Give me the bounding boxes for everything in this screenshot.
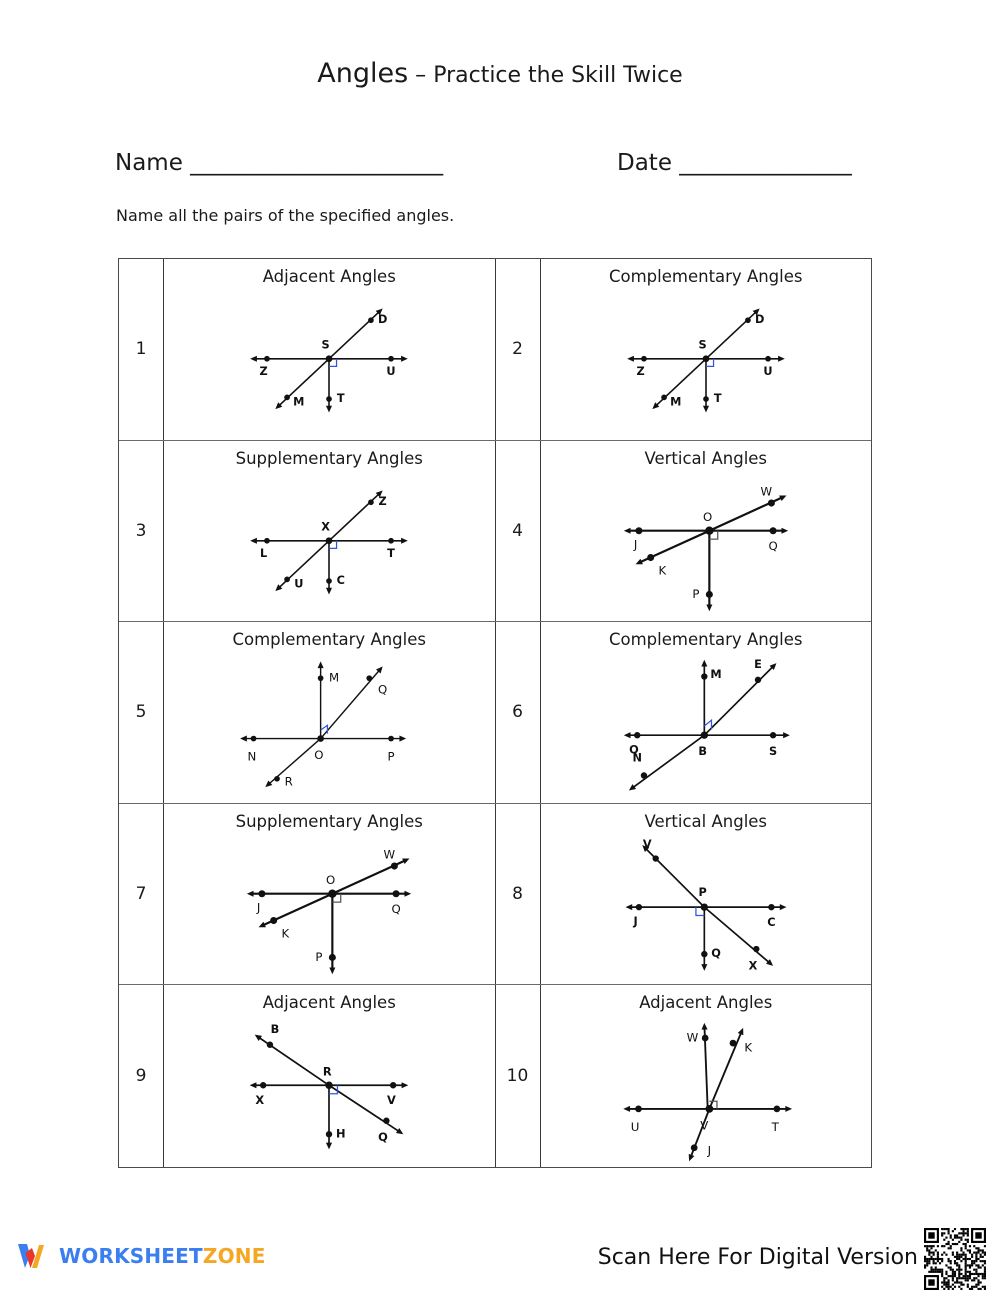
problem-number: 3 bbox=[119, 441, 164, 622]
problem-title: Supplementary Angles bbox=[235, 448, 423, 468]
problem-cell-2 bbox=[541, 259, 872, 440]
svg-text:N: N bbox=[632, 751, 642, 765]
svg-text:Q: Q bbox=[378, 1130, 389, 1145]
svg-text:Q: Q bbox=[378, 682, 388, 697]
problem-title: Adjacent Angles bbox=[262, 993, 396, 1013]
svg-text:U: U bbox=[630, 1120, 640, 1135]
svg-text:B: B bbox=[698, 745, 707, 759]
svg-text:W: W bbox=[686, 1030, 699, 1045]
svg-text:J: J bbox=[707, 1143, 711, 1158]
svg-text:X: X bbox=[321, 519, 331, 533]
problem-title: Complementary Angles bbox=[232, 630, 426, 650]
page-title-sub: Practice the Skill Twice bbox=[433, 63, 683, 88]
svg-text:U: U bbox=[763, 365, 773, 379]
instructions-text: Name all the pairs of the specified angles. bbox=[116, 206, 455, 225]
svg-text:R: R bbox=[323, 1064, 332, 1079]
problem-number: 4 bbox=[496, 441, 541, 622]
angle-diagram-1 bbox=[164, 285, 495, 438]
svg-text:Z: Z bbox=[636, 365, 645, 379]
svg-text:O: O bbox=[314, 748, 324, 763]
svg-text:P: P bbox=[387, 749, 395, 764]
problem-title: Adjacent Angles bbox=[262, 267, 396, 286]
svg-text:R: R bbox=[284, 774, 294, 789]
problem-number: 10 bbox=[496, 985, 541, 1167]
svg-text:H: H bbox=[336, 1127, 346, 1142]
svg-text:T: T bbox=[387, 546, 396, 560]
scan-instruction-text: Scan Here For Digital Version bbox=[597, 1245, 918, 1270]
svg-text:Z: Z bbox=[259, 365, 268, 379]
angle-diagram-8 bbox=[541, 830, 872, 983]
svg-text:S: S bbox=[698, 338, 707, 352]
svg-text:T: T bbox=[337, 392, 345, 406]
svg-text:T: T bbox=[713, 392, 722, 406]
svg-text:O: O bbox=[326, 872, 336, 887]
svg-text:O: O bbox=[702, 509, 713, 524]
date-field[interactable]: Date _______________ bbox=[617, 150, 852, 176]
problem-row bbox=[119, 985, 871, 1167]
problem-row bbox=[119, 259, 871, 441]
problem-number: 5 bbox=[119, 622, 164, 803]
svg-text:W: W bbox=[760, 484, 772, 499]
problem-row bbox=[119, 804, 871, 986]
problem-cell-8 bbox=[541, 804, 872, 985]
svg-text:E: E bbox=[753, 657, 762, 671]
problem-cell-10 bbox=[541, 985, 872, 1167]
angle-diagram-10 bbox=[541, 1011, 872, 1165]
svg-text:L: L bbox=[260, 546, 268, 560]
svg-text:D: D bbox=[754, 313, 765, 327]
svg-text:V: V bbox=[642, 837, 652, 851]
svg-text:P: P bbox=[315, 949, 323, 964]
svg-text:V: V bbox=[700, 1118, 709, 1133]
angle-diagram-6 bbox=[541, 648, 872, 801]
svg-text:Q: Q bbox=[391, 901, 401, 916]
svg-text:D: D bbox=[378, 313, 388, 327]
problem-number: 1 bbox=[119, 259, 164, 440]
page-title-separator: – bbox=[408, 63, 434, 88]
svg-text:Q: Q bbox=[711, 946, 721, 960]
svg-text:N: N bbox=[247, 749, 257, 764]
problem-title: Vertical Angles bbox=[644, 811, 768, 831]
svg-text:J: J bbox=[633, 915, 638, 929]
qr-code-icon[interactable] bbox=[924, 1228, 986, 1290]
problem-title: Complementary Angles bbox=[608, 630, 803, 650]
svg-text:W: W bbox=[383, 847, 396, 862]
problem-number: 7 bbox=[119, 804, 164, 985]
problem-cell-9 bbox=[164, 985, 496, 1167]
problem-title: Vertical Angles bbox=[644, 448, 768, 468]
worksheetzone-logo[interactable] bbox=[16, 1239, 266, 1273]
logo-w-icon bbox=[16, 1239, 50, 1273]
angle-diagram-2 bbox=[541, 285, 872, 438]
svg-text:M: M bbox=[293, 395, 305, 409]
problem-title: Supplementary Angles bbox=[235, 811, 423, 831]
svg-text:P: P bbox=[698, 885, 707, 899]
problem-cell-4 bbox=[541, 441, 872, 622]
angle-diagram-4 bbox=[541, 467, 872, 620]
svg-text:K: K bbox=[744, 1041, 752, 1056]
svg-text:Q: Q bbox=[768, 538, 778, 553]
problem-row bbox=[119, 622, 871, 804]
svg-text:U: U bbox=[386, 365, 396, 379]
svg-text:J: J bbox=[257, 900, 261, 915]
angle-diagram-5 bbox=[164, 648, 495, 801]
problem-number: 6 bbox=[496, 622, 541, 803]
problem-number: 9 bbox=[119, 985, 164, 1167]
problem-title: Complementary Angles bbox=[608, 267, 803, 286]
problem-cell-3 bbox=[164, 441, 496, 622]
svg-text:V: V bbox=[387, 1093, 397, 1108]
svg-text:S: S bbox=[321, 338, 330, 352]
svg-text:C: C bbox=[766, 915, 776, 929]
svg-text:U: U bbox=[294, 576, 304, 590]
page-footer bbox=[0, 1225, 1000, 1293]
problem-cell-6 bbox=[541, 622, 872, 803]
svg-text:M: M bbox=[669, 395, 682, 409]
svg-text:K: K bbox=[281, 926, 290, 941]
problem-cell-1 bbox=[164, 259, 496, 440]
problem-row bbox=[119, 441, 871, 623]
name-field[interactable]: Name ______________________ bbox=[115, 150, 444, 176]
problem-number: 8 bbox=[496, 804, 541, 985]
svg-text:M: M bbox=[710, 668, 722, 682]
logo-text-worksheet: WORKSHEET bbox=[59, 1244, 203, 1268]
angle-diagram-7 bbox=[164, 830, 495, 983]
logo-text bbox=[59, 1244, 266, 1268]
svg-text:T: T bbox=[771, 1120, 779, 1135]
problem-cell-5 bbox=[164, 622, 496, 803]
svg-text:M: M bbox=[329, 670, 340, 685]
logo-text-zone: ZONE bbox=[202, 1244, 266, 1268]
svg-text:S: S bbox=[768, 745, 777, 759]
problem-title: Adjacent Angles bbox=[639, 993, 773, 1013]
problem-cell-7 bbox=[164, 804, 496, 985]
svg-text:Q: Q bbox=[628, 743, 639, 757]
svg-text:Z: Z bbox=[378, 494, 388, 508]
page-title bbox=[0, 58, 1000, 89]
svg-text:K: K bbox=[658, 563, 666, 578]
svg-text:P: P bbox=[692, 586, 700, 601]
svg-text:J: J bbox=[633, 537, 638, 552]
problem-number: 2 bbox=[496, 259, 541, 440]
name-date-row bbox=[115, 150, 905, 184]
angle-diagram-9 bbox=[164, 1011, 495, 1165]
svg-text:C: C bbox=[336, 573, 346, 587]
svg-text:X: X bbox=[748, 959, 758, 973]
svg-text:X: X bbox=[255, 1093, 265, 1108]
svg-text:B: B bbox=[270, 1022, 280, 1037]
problems-grid bbox=[118, 258, 872, 1168]
angle-diagram-3 bbox=[164, 467, 495, 620]
page-title-main: Angles bbox=[317, 58, 409, 89]
